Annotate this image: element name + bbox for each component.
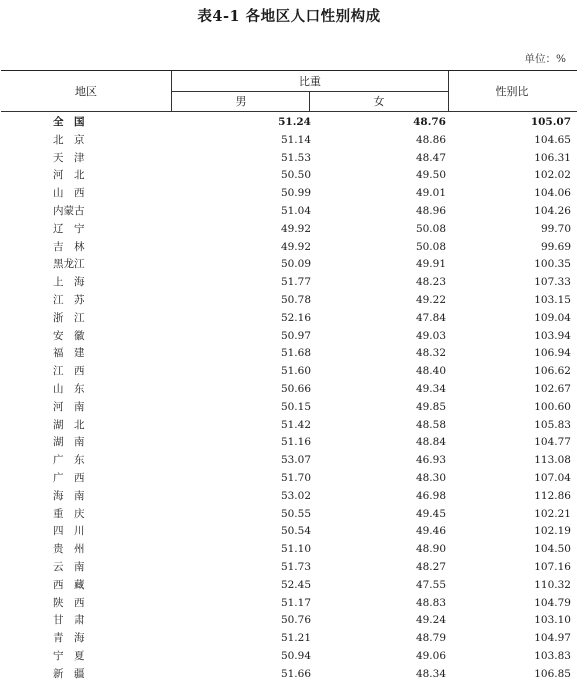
female-cell: 49.03 [415, 329, 446, 342]
region-cell: 山 西 [53, 187, 85, 200]
table-row [1, 595, 577, 613]
table-row [1, 256, 577, 274]
table-row [1, 221, 577, 239]
header-male: 男 [171, 91, 310, 111]
region-cell: 云 南 [53, 560, 85, 573]
female-cell: 49.22 [415, 293, 446, 306]
male-cell: 52.45 [280, 578, 311, 591]
sex-ratio-cell: 103.83 [534, 649, 571, 662]
region-cell: 上 海 [53, 276, 85, 289]
table-row [1, 239, 577, 257]
region-cell: 重 庆 [53, 507, 85, 520]
female-cell: 48.79 [415, 632, 446, 645]
female-cell: 48.90 [415, 543, 446, 556]
male-cell: 51.10 [280, 543, 311, 556]
header-sex-ratio: 性别比 [495, 85, 529, 98]
female-cell: 48.40 [415, 365, 446, 378]
region-cell: 河 北 [53, 169, 85, 182]
table-row [1, 541, 577, 559]
sex-ratio-cell: 106.31 [534, 151, 571, 164]
table-row [1, 292, 577, 310]
region-cell: 江 西 [53, 365, 85, 378]
table-row [1, 488, 577, 506]
table-row [1, 577, 577, 595]
table-row [1, 559, 577, 577]
sex-ratio-cell: 106.94 [534, 347, 571, 360]
sex-ratio-cell: 104.06 [534, 187, 571, 200]
sex-ratio-cell: 106.62 [534, 365, 571, 378]
female-cell: 48.76 [413, 116, 446, 128]
female-cell: 48.47 [415, 151, 446, 164]
male-cell: 49.92 [280, 222, 311, 235]
sex-ratio-cell: 109.04 [534, 311, 571, 324]
table-row [1, 150, 577, 168]
female-cell: 49.45 [415, 507, 446, 520]
sex-ratio-cell: 107.16 [534, 560, 571, 573]
unit-label: 单位：% [524, 53, 566, 65]
male-cell: 51.17 [280, 596, 311, 609]
sex-ratio-cell: 104.26 [534, 204, 571, 217]
region-cell: 辽 宁 [53, 222, 85, 235]
region-cell: 新 疆 [53, 667, 85, 680]
female-cell: 49.01 [415, 187, 446, 200]
male-cell: 50.09 [280, 258, 311, 271]
region-cell: 天 津 [53, 151, 85, 164]
region-cell: 内蒙古 [53, 204, 85, 217]
male-cell: 51.68 [280, 347, 311, 360]
male-cell: 50.94 [280, 649, 311, 662]
table-header [1, 71, 577, 112]
region-cell: 全 国 [53, 116, 85, 128]
male-cell: 51.73 [280, 560, 311, 573]
male-cell: 51.24 [278, 116, 311, 128]
male-cell: 51.53 [280, 151, 311, 164]
region-cell: 湖 北 [53, 418, 85, 431]
table-row [1, 666, 577, 684]
table-row [1, 470, 577, 488]
male-cell: 51.42 [280, 418, 311, 431]
male-cell: 50.99 [280, 187, 311, 200]
sex-ratio-cell: 112.86 [534, 489, 571, 502]
female-cell: 49.50 [415, 169, 446, 182]
female-cell: 47.55 [415, 578, 446, 591]
table-row [1, 648, 577, 666]
female-cell: 48.27 [415, 560, 446, 573]
region-cell: 青 海 [53, 632, 85, 645]
header-proportion: 比重 [171, 71, 449, 92]
region-cell: 广 西 [53, 471, 85, 484]
region-cell: 安 徽 [53, 329, 85, 342]
table-row [1, 328, 577, 346]
female-cell: 50.08 [415, 240, 446, 253]
header-region: 地区 [75, 85, 97, 98]
sex-ratio-cell: 104.79 [534, 596, 571, 609]
sex-ratio-cell: 105.83 [534, 418, 571, 431]
region-cell: 四 川 [53, 525, 85, 538]
table-row [1, 363, 577, 381]
male-cell: 51.77 [280, 276, 311, 289]
female-cell: 49.24 [415, 614, 446, 627]
male-cell: 50.76 [280, 614, 311, 627]
female-cell: 46.93 [415, 454, 446, 467]
table-body [1, 112, 577, 684]
female-cell: 49.85 [415, 400, 446, 413]
sex-ratio-cell: 104.50 [534, 543, 571, 556]
female-cell: 50.08 [415, 222, 446, 235]
female-cell: 49.46 [415, 525, 446, 538]
region-cell: 贵 州 [53, 543, 85, 556]
table-row [1, 310, 577, 328]
table-row [1, 399, 577, 417]
table-row [1, 167, 577, 185]
table-row [1, 274, 577, 292]
region-cell: 山 东 [53, 382, 85, 395]
female-cell: 48.58 [415, 418, 446, 431]
sex-ratio-cell: 103.15 [534, 293, 571, 306]
header-female: 女 [309, 91, 449, 111]
sex-ratio-cell: 105.07 [530, 116, 571, 128]
sex-ratio-cell: 100.60 [534, 400, 571, 413]
sex-ratio-cell: 102.21 [534, 507, 571, 520]
table-row [1, 417, 577, 435]
region-cell: 河 南 [53, 400, 85, 413]
male-cell: 50.97 [280, 329, 311, 342]
female-cell: 48.34 [415, 667, 446, 680]
sex-ratio-cell: 99.70 [540, 222, 571, 235]
sex-ratio-cell: 99.69 [540, 240, 571, 253]
table-row [1, 203, 577, 221]
male-cell: 51.21 [280, 632, 311, 645]
female-cell: 48.84 [415, 436, 446, 449]
sex-ratio-cell: 113.08 [534, 454, 571, 467]
table-row [1, 612, 577, 630]
sex-ratio-cell: 103.94 [534, 329, 571, 342]
sex-ratio-cell: 106.85 [534, 667, 571, 680]
region-cell: 北 京 [53, 133, 85, 146]
male-cell: 51.04 [280, 204, 311, 217]
table-row-total [1, 114, 577, 132]
female-cell: 48.86 [415, 133, 446, 146]
sex-ratio-cell: 100.35 [534, 258, 571, 271]
region-cell: 西 藏 [53, 578, 85, 591]
region-cell: 黑龙江 [53, 258, 85, 271]
region-cell: 湖 南 [53, 436, 85, 449]
table-row [1, 132, 577, 150]
male-cell: 49.92 [280, 240, 311, 253]
region-cell: 浙 江 [53, 311, 85, 324]
table-row [1, 452, 577, 470]
sex-ratio-cell: 107.33 [534, 276, 571, 289]
table-row [1, 345, 577, 363]
sex-ratio-cell: 107.04 [534, 471, 571, 484]
male-cell: 50.54 [280, 525, 311, 538]
male-cell: 53.02 [280, 489, 311, 502]
male-cell: 51.16 [280, 436, 311, 449]
female-cell: 48.83 [415, 596, 446, 609]
female-cell: 48.30 [415, 471, 446, 484]
male-cell: 53.07 [280, 454, 311, 467]
female-cell: 49.91 [415, 258, 446, 271]
table-title: 表4-1 各地区人口性别构成 [197, 8, 381, 25]
table-row [1, 506, 577, 524]
female-cell: 48.32 [415, 347, 446, 360]
sex-ratio-cell: 104.97 [534, 632, 571, 645]
sex-ratio-cell: 104.77 [534, 436, 571, 449]
male-cell: 50.66 [280, 382, 311, 395]
female-cell: 48.23 [415, 276, 446, 289]
region-cell: 吉 林 [53, 240, 85, 253]
region-cell: 江 苏 [53, 293, 85, 306]
sex-ratio-cell: 102.02 [534, 169, 571, 182]
male-cell: 52.16 [280, 311, 311, 324]
sex-ratio-cell: 102.19 [534, 525, 571, 538]
male-cell: 50.55 [280, 507, 311, 520]
female-cell: 46.98 [415, 489, 446, 502]
female-cell: 49.06 [415, 649, 446, 662]
region-cell: 福 建 [53, 347, 85, 360]
table-row [1, 630, 577, 648]
table-row [1, 185, 577, 203]
region-cell: 甘 肃 [53, 614, 85, 627]
table-row [1, 523, 577, 541]
male-cell: 50.15 [280, 400, 311, 413]
female-cell: 49.34 [415, 382, 446, 395]
female-cell: 48.96 [415, 204, 446, 217]
table-row [1, 381, 577, 399]
male-cell: 51.66 [280, 667, 311, 680]
region-cell: 广 东 [53, 454, 85, 467]
sex-ratio-cell: 103.10 [534, 614, 571, 627]
region-cell: 海 南 [53, 489, 85, 502]
region-cell: 宁 夏 [53, 649, 85, 662]
male-cell: 51.14 [280, 133, 311, 146]
female-cell: 47.84 [415, 311, 446, 324]
male-cell: 51.60 [280, 365, 311, 378]
sex-ratio-cell: 102.67 [534, 382, 571, 395]
table-row [1, 434, 577, 452]
sex-ratio-cell: 110.32 [534, 578, 571, 591]
sex-composition-table [1, 70, 577, 684]
region-cell: 陕 西 [53, 596, 85, 609]
male-cell: 50.78 [280, 293, 311, 306]
sex-ratio-cell: 104.65 [534, 133, 571, 146]
male-cell: 51.70 [280, 471, 311, 484]
male-cell: 50.50 [280, 169, 311, 182]
